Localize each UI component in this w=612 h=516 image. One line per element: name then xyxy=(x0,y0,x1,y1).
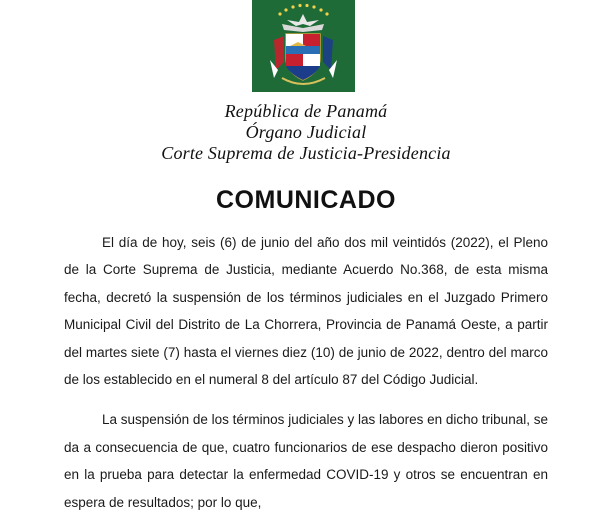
header-republic: República de Panamá xyxy=(224,101,388,121)
document-title: COMUNICADO xyxy=(216,186,396,214)
header-court: Corte Suprema de Justicia-Presidencia xyxy=(161,143,451,163)
coat-of-arms-icon xyxy=(252,0,355,92)
header-organ: Órgano Judicial xyxy=(245,122,367,142)
paragraph: El día de hoy, seis (6) de junio del año dos mil veintidós (2022), el Pleno de la Corte Suprema de Justicia, mediante Acuerdo No.368, de esta misma fecha, decretó la suspensión de los términos judiciales en el Juzgado Primero Municipal Civil del Distrito de La Chorrera, Provincia de Panamá Oeste, a partir del martes siete (7) hasta el viernes diez (10) de junio de 2022, dentro del marco de los establecido en el numeral 8 del artículo 87 del Código Judicial. xyxy=(64,235,548,388)
coat-of-arms-emblem xyxy=(252,0,355,92)
paragraph: La suspensión de los términos judiciales y las labores en dicho tribunal, se da a consecuencia de que, cuatro funcionarios de ese despacho dieron positivo en la prueba para detectar la enfermedad COVID-19 y otros se encuentran en espera de resultados; por lo que, xyxy=(64,412,548,510)
document-body xyxy=(64,229,548,516)
